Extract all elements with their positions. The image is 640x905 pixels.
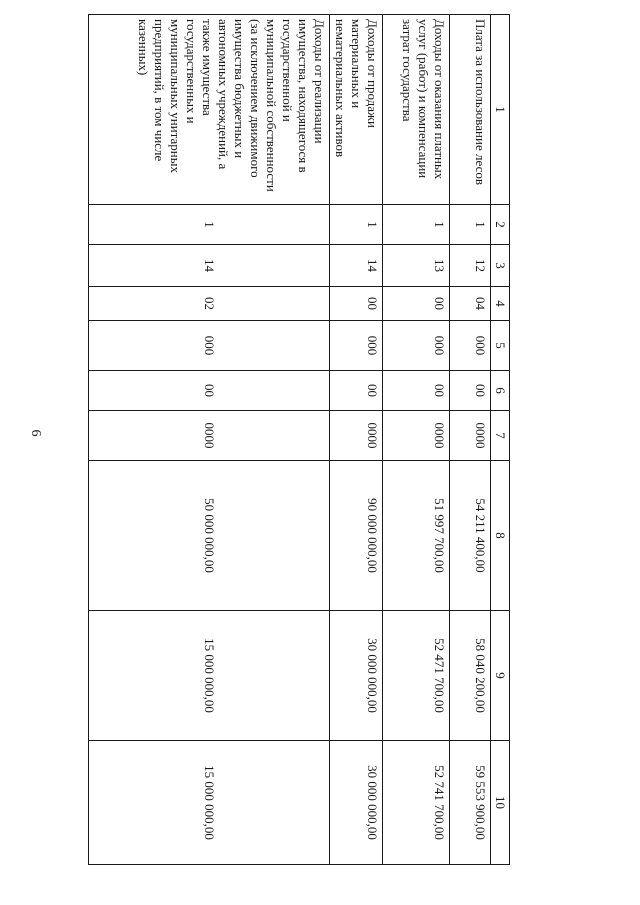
column-number-row — [491, 15, 510, 865]
code-cell: 1 — [450, 205, 491, 245]
column-header-1: 1 — [491, 15, 510, 205]
code-cell: 0000 — [450, 411, 491, 461]
column-header-8: 8 — [491, 461, 510, 611]
code-cell: 1 — [330, 205, 383, 245]
code-cell: 000 — [450, 321, 491, 371]
code-cell: 12 — [450, 245, 491, 287]
amount-cell: 90 000 000,00 — [330, 461, 383, 611]
code-cell: 00 — [450, 371, 491, 411]
code-cell: 13 — [383, 245, 450, 287]
code-cell: 02 — [89, 287, 330, 321]
code-cell: 0000 — [330, 411, 383, 461]
code-cell: 1 — [383, 205, 450, 245]
amount-cell: 51 997 700,00 — [383, 461, 450, 611]
code-cell: 000 — [383, 321, 450, 371]
code-cell: 04 — [450, 287, 491, 321]
table-row — [89, 15, 330, 865]
column-header-3: 3 — [491, 245, 510, 287]
amount-cell: 15 000 000,00 — [89, 741, 330, 865]
code-cell: 000 — [330, 321, 383, 371]
code-cell: 00 — [383, 371, 450, 411]
row-name: Доходы от продажи материальных и нематериальных активов — [330, 15, 383, 205]
column-header-10: 10 — [491, 741, 510, 865]
amount-cell: 52 471 700,00 — [383, 611, 450, 741]
amount-cell: 30 000 000,00 — [330, 611, 383, 741]
column-header-4: 4 — [491, 287, 510, 321]
column-header-2: 2 — [491, 205, 510, 245]
amount-cell: 54 211 400,00 — [450, 461, 491, 611]
code-cell: 00 — [89, 371, 330, 411]
row-name: Плата за использование лесов — [450, 15, 491, 205]
row-name: Доходы от оказания платных услуг (работ) и компенсации затрат государства — [383, 15, 450, 205]
amount-cell: 15 000 000,00 — [89, 611, 330, 741]
column-header-9: 9 — [491, 611, 510, 741]
column-header-7: 7 — [491, 411, 510, 461]
table-row — [330, 15, 383, 865]
code-cell: 00 — [330, 371, 383, 411]
code-cell: 1 — [89, 205, 330, 245]
budget-revenue-table — [88, 14, 510, 865]
code-cell: 14 — [89, 245, 330, 287]
page-number: 6 — [28, 429, 43, 437]
amount-cell: 30 000 000,00 — [330, 741, 383, 865]
code-cell: 00 — [330, 287, 383, 321]
code-cell: 000 — [89, 321, 330, 371]
table-row — [383, 15, 450, 865]
code-cell: 14 — [330, 245, 383, 287]
code-cell: 0000 — [89, 411, 330, 461]
amount-cell: 50 000 000,00 — [89, 461, 330, 611]
amount-cell: 59 553 900,00 — [450, 741, 491, 865]
table-row — [450, 15, 491, 865]
column-header-5: 5 — [491, 321, 510, 371]
rotated-table-container — [40, 14, 510, 864]
code-cell: 0000 — [383, 411, 450, 461]
amount-cell: 52 741 700,00 — [383, 741, 450, 865]
amount-cell: 58 040 200,00 — [450, 611, 491, 741]
code-cell: 00 — [383, 287, 450, 321]
row-name: Доходы от реализации имущества, находящегося в государственной и муниципальной собственности (за исключением движимого имущества бюджетных и автономных учреждений, а также имущества государственных и муниципальных унитарных предприятий, в том числе казенных) — [89, 15, 330, 205]
column-header-6: 6 — [491, 371, 510, 411]
